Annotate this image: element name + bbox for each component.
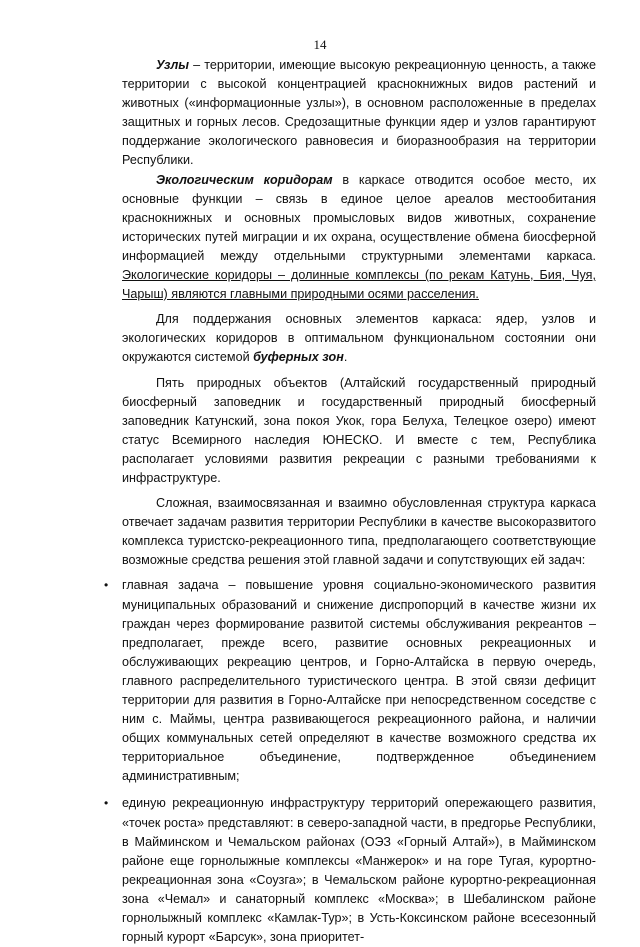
paragraph-unesco: Пять природных объектов (Алтайский государственный природный биосферный заповедник и государственный природный биосферный заповедник Катунский, зона покоя Укок, гора Белуха, Телецкое озеро) имеют статус Всемирного наследия ЮНЕСКО. И вместе с тем, Республика располагает условиями развития рекреации с разными требованиями к инфраструктуре. [122,375,596,485]
corridors-underlined-statement: Экологические коридоры – долинные комплексы (по рекам Катунь, Бия, Чуя, Чарыш) являются главными природными осями расселения. [122,268,596,302]
paragraph-nodes-text: – территории, имеющие высокую рекреационную ценность, а также территории с высокой концентрацией краснокнижных видов растений и животных («информационные узлы»), в основном расположенные в пределах защитных и горных лесов. Средозащитные функции ядер и узлов гарантируют поддержание экологического равновесия и биоразнообразия на территории Республики. [122,58,596,168]
task-list [104,576,596,947]
paragraph-buffer-zones-text: Для поддержания основных элементов каркаса: ядер, узлов и экологических коридоров в оптимальном функциональном состоянии они окружаются системой [122,312,596,365]
list-item [104,794,596,947]
bullet-icon: • [104,578,109,593]
paragraph-corridors-text: в каркасе отводится особое место, их основные функции – связь в единое целое ареалов местообитания краснокнижных и основных промысловых видов животных, сохранение исторических путей миграции и их охрана, осуществление обмена биосферной информацией между отдельными структурными элементами каркаса. [122,172,596,263]
term-nodes: Узлы [156,58,190,72]
paragraph-framework-tasks: Сложная, взаимосвязанная и взаимно обусловленная структура каркаса отвечает задачам развития территории Республики в качестве высокоразвитого комплекса туристско-рекреационного типа, предполагающего соответствующие возможные средства решения этой главной задачи и сопутствующих ей задач: [122,496,596,568]
paragraph-buffer-zones-end: . [343,350,348,365]
paragraph-corridors [122,171,596,305]
list-item-text: главная задача – повышение уровня социально-экономического развития муниципальных образований и снижение диспропорций в качестве жизни их граждан через формирование развитой системы обслуживания рекреантов – предполагает, прежде всего, развитие основных рекреационных и обслуживающих рекреацию центров, и Горно-Алтайска в первую очередь, главного распределительного туристического центра. В этой связи дефицит территории для развития в Горно-Алтайске при непосредственном соседстве с ним с. Маймы, центра развивающегося рекреационного района, и наличии общих коммунальных сетей определяют в качестве возможного средства их территориальное объединение, подтвержденное объединением административным; [122,578,596,784]
term-buffer-zones: буферных зон [253,350,344,365]
page-number: 14 [313,37,327,52]
document-body [104,56,596,947]
bullet-icon: • [104,796,109,811]
term-ecological-corridors: Экологическим коридорам [156,172,333,187]
list-item-text: единую рекреационную инфраструктуру территорий опережающего развития, «точек роста» представляют: в северо-западной части, в предгорье Республики, в Майминском и Чемальском районах (ОЭЗ «Горный Алтай»), в Майминском районе еще горнолыжные комплексы «Манжерок» и на горе Тугая, курортно-рекреационная зона «Соузга»; в Чемальском районе курортно-рекреационная зона «Чемал» и санаторный комплекс «Москва»; в Шебалинском районе горнолыжный комплекс «Камлак-Тур»; в Усть-Коксинском районе всесезонный горный курорт «Барсук», зона приоритет- [122,796,596,945]
paragraph-buffer-zones [122,310,596,367]
paragraph-nodes [122,56,596,171]
list-item [104,576,596,786]
